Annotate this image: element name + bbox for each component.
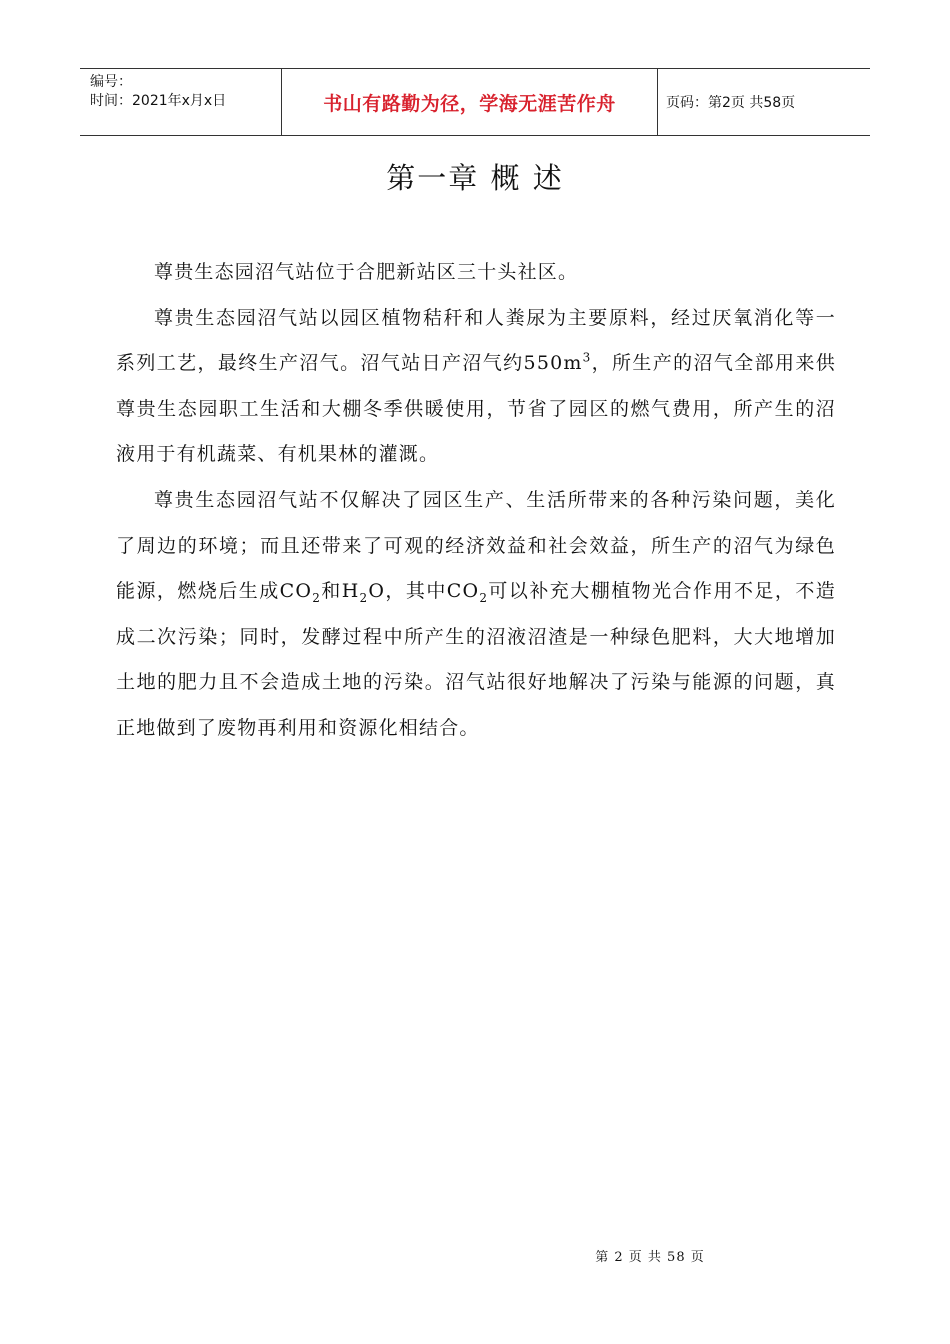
subscript-2-c: 2 xyxy=(479,590,489,605)
paragraph-3-text-a: 尊贵生态园沼气站不仅解决了园区生产、生活所带来的各种污染问题，美化了周边的环境；而且还带来了可观的经济效益和社会效益，所生产的沼气为绿色能源，燃烧后生成CO xyxy=(116,488,836,603)
paragraph-1-text: 尊贵生态园沼气站位于合肥新站区三十头社区。 xyxy=(154,261,579,283)
header-page-info: 页码：第2页 共58页 xyxy=(666,95,796,111)
paragraph-1 xyxy=(116,250,836,296)
chapter-title: 第一章 概 述 xyxy=(386,161,564,195)
paragraph-3-text-d: 可以补充大棚植物光合作用不足，不造成二次污染；同时，发酵过程中所产生的沼液沼渣是一种绿色肥料，大大地增加土地的肥力且不会造成土地的污染。沼气站很好地解决了污染与能源的问题，真正地做到了废物再利用和资源化相结合。 xyxy=(116,580,836,739)
superscript-3: 3 xyxy=(582,350,592,365)
paragraph-2-text-b: ，所生产的沼气全部用来供尊贵生态园职工生活和大棚冬季供暖使用，节省了园区的燃气费用，所产生的沼液用于有机蔬菜、有机果林的灌溉。 xyxy=(116,352,836,466)
header-number-label: 编号： xyxy=(90,74,132,90)
document-body xyxy=(116,250,836,752)
header-motto: 书山有路勤为径，学海无涯苦作舟 xyxy=(282,69,658,135)
paragraph-3-text-b: 和H xyxy=(321,580,360,603)
subscript-2-a: 2 xyxy=(312,590,322,605)
page-footer: 第 2 页 共 58 页 xyxy=(595,1250,705,1265)
header-meta xyxy=(80,69,282,135)
page-header xyxy=(80,68,870,136)
paragraph-3 xyxy=(116,478,836,752)
subscript-2-b: 2 xyxy=(359,590,369,605)
paragraph-2 xyxy=(116,296,836,478)
header-date-label: 时间：2021年x月x日 xyxy=(90,93,227,109)
paragraph-3-text-c: O，其中CO xyxy=(368,580,480,603)
paragraph-2-text-a: 尊贵生态园沼气站以园区植物秸秆和人粪尿为主要原料，经过厌氧消化等一系列工艺，最终生产沼气。沼气站日产沼气约550m xyxy=(116,306,836,375)
